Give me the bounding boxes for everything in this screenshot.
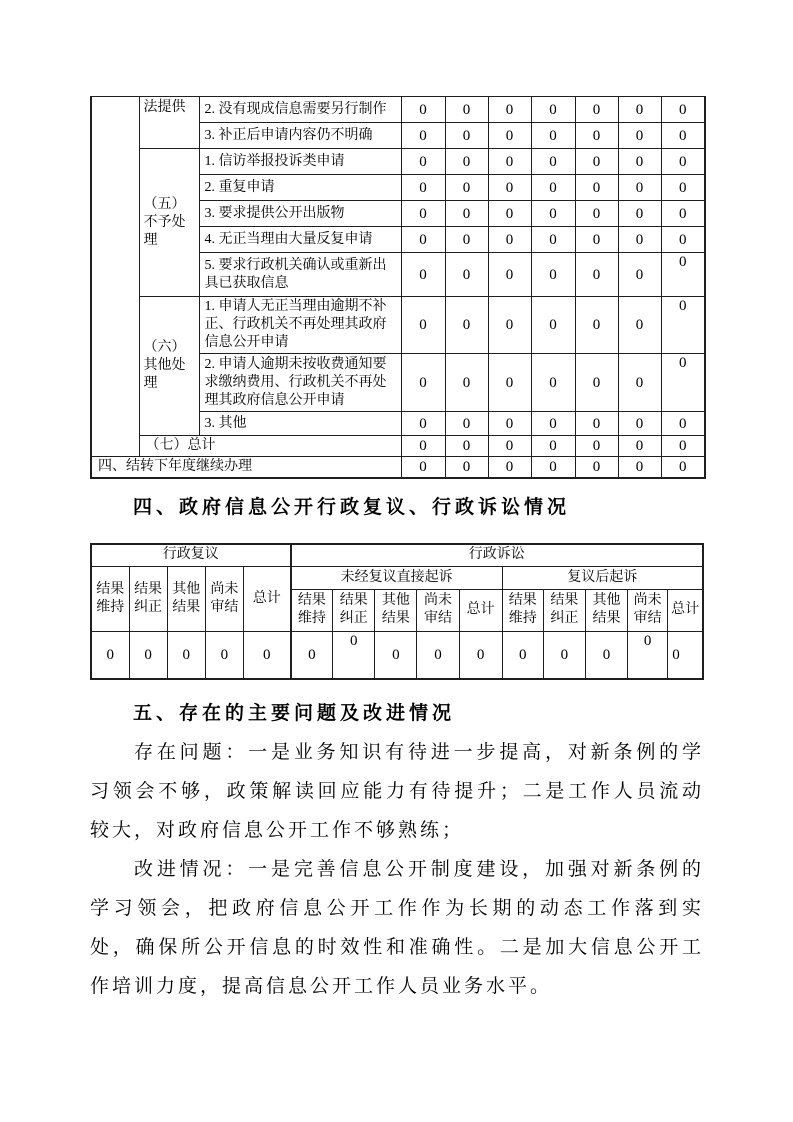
value-cell: 0 [575, 175, 618, 201]
direct-col-header: 总计 [459, 589, 502, 631]
value-cell: 0 [401, 123, 445, 149]
value-cell: 0 [488, 123, 531, 149]
value-cell: 0 [445, 227, 488, 253]
direct-col-header: 尚未审结 [417, 589, 459, 631]
value-cell: 0 [445, 297, 488, 354]
section4-heading: 四、政府信息公开行政复议、行政诉讼情况 [133, 497, 571, 518]
direct-col-header: 结果纠正 [333, 589, 375, 631]
item-cell: 4. 无正当理由大量反复申请 [199, 227, 401, 253]
value-cell: 0 [488, 149, 531, 175]
value-cell: 0 [488, 175, 531, 201]
value-cell: 0 [333, 631, 375, 679]
value-cell: 0 [488, 297, 531, 354]
value-cell: 0 [401, 354, 445, 412]
value-cell: 0 [401, 457, 445, 479]
review-col-header: 其他结果 [167, 566, 205, 631]
value-cell: 0 [575, 354, 618, 412]
value-cell: 0 [445, 354, 488, 412]
application-processing-table [90, 96, 706, 479]
value-cell: 0 [531, 354, 575, 412]
value-cell: 0 [531, 123, 575, 149]
value-cell: 0 [531, 297, 575, 354]
value-cell: 0 [575, 227, 618, 253]
section5-body [90, 733, 704, 1006]
item-cell: 3. 其他 [199, 412, 401, 436]
review-group-header: 行政复议 [91, 544, 291, 566]
value-cell: 0 [531, 175, 575, 201]
value-cell: 0 [205, 631, 243, 679]
review-col-header: 总计 [243, 566, 290, 631]
review-col-header: 结果维持 [91, 566, 129, 631]
item-cell: 3. 补正后申请内容仍不明确 [199, 123, 401, 149]
value-cell: 0 [401, 227, 445, 253]
value-cell: 0 [401, 97, 445, 123]
value-cell: 0 [401, 201, 445, 227]
value-cell: 0 [618, 457, 661, 479]
after-col-header: 尚未审结 [628, 589, 668, 631]
value-cell: 0 [618, 412, 661, 436]
value-cell: 0 [543, 631, 585, 679]
page-content [90, 96, 704, 1006]
value-cell: 0 [531, 412, 575, 436]
value-cell: 0 [445, 97, 488, 123]
value-cell: 0 [243, 631, 290, 679]
value-cell: 0 [531, 457, 575, 479]
item-cell: 1. 申请人无正当理由逾期不补正、行政机关不再处理其政府信息公开申请 [199, 297, 401, 354]
litigation-group-header: 行政诉讼 [291, 544, 703, 566]
value-cell: 0 [445, 436, 488, 457]
improvements-paragraph: 改进情况：一是完善信息公开制度建设，加强对新条例的学习领会，把政府信息公开工作作为长期的动态工作落到实处，确保所公开信息的时效性和准确性。二是加大信息公开工作培训力度，提高信息公开工作人员业务水平。 [90, 859, 704, 997]
value-cell: 0 [488, 436, 531, 457]
value-cell: 0 [575, 436, 618, 457]
value-cell: 0 [628, 631, 668, 679]
item-cell: 2. 没有现成信息需要另行制作 [199, 97, 401, 123]
value-cell: 0 [575, 149, 618, 175]
value-cell: 0 [401, 149, 445, 175]
review-litigation-table [90, 543, 704, 680]
value-cell: 0 [531, 253, 575, 297]
value-cell: 0 [445, 253, 488, 297]
value-cell: 0 [488, 412, 531, 436]
value-cell: 0 [129, 631, 167, 679]
item-cell: 5. 要求行政机关确认或重新出具已获取信息 [199, 253, 401, 297]
value-cell: 0 [531, 201, 575, 227]
value-cell: 0 [661, 175, 705, 201]
value-cell: 0 [445, 457, 488, 479]
after-col-header: 总计 [668, 589, 703, 631]
value-cell: 0 [488, 201, 531, 227]
value-cell: 0 [167, 631, 205, 679]
value-cell: 0 [661, 436, 705, 457]
value-cell: 0 [661, 297, 705, 354]
value-cell: 0 [488, 97, 531, 123]
value-cell: 0 [618, 227, 661, 253]
value-cell: 0 [618, 436, 661, 457]
value-cell: 0 [575, 412, 618, 436]
value-cell: 0 [661, 201, 705, 227]
value-cell: 0 [445, 201, 488, 227]
problems-paragraph: 存在问题：一是业务知识有待进一步提高，对新条例的学习领会不够，政策解读回应能力有待提升；二是工作人员流动较大，对政府信息公开工作不够熟练； [90, 742, 704, 841]
value-cell: 0 [661, 253, 705, 297]
value-cell: 0 [91, 631, 129, 679]
value-cell: 0 [445, 175, 488, 201]
direct-col-header: 结果维持 [291, 589, 333, 631]
value-cell: 0 [531, 436, 575, 457]
item-cell: 2. 重复申请 [199, 175, 401, 201]
value-cell: 0 [585, 631, 627, 679]
value-cell: 0 [502, 631, 543, 679]
after-col-header: 其他结果 [585, 589, 627, 631]
item-cell: 2. 申请人逾期未按收费通知要求缴纳费用、行政机关不再处理其政府信息公开申请 [199, 354, 401, 412]
category-cell: （六）其他处理 [139, 297, 199, 436]
after-col-header: 结果维持 [502, 589, 543, 631]
value-cell: 0 [618, 253, 661, 297]
value-cell: 0 [531, 149, 575, 175]
value-cell: 0 [575, 297, 618, 354]
value-cell: 0 [401, 253, 445, 297]
item-cell: 1. 信访举报投诉类申请 [199, 149, 401, 175]
value-cell: 0 [618, 297, 661, 354]
value-cell: 0 [618, 201, 661, 227]
value-cell: 0 [488, 457, 531, 479]
value-cell: 0 [575, 97, 618, 123]
value-cell: 0 [488, 253, 531, 297]
value-cell: 0 [401, 175, 445, 201]
value-cell: 0 [401, 297, 445, 354]
value-cell: 0 [661, 457, 705, 479]
value-cell: 0 [618, 97, 661, 123]
value-cell: 0 [575, 201, 618, 227]
direct-suit-subgroup-header: 未经复议直接起诉 [291, 566, 503, 589]
value-cell: 0 [531, 227, 575, 253]
review-col-header: 尚未审结 [205, 566, 243, 631]
value-cell: 0 [488, 354, 531, 412]
value-cell: 0 [417, 631, 459, 679]
value-cell: 0 [618, 123, 661, 149]
value-cell: 0 [445, 123, 488, 149]
value-cell: 0 [575, 123, 618, 149]
value-cell: 0 [661, 123, 705, 149]
value-cell: 0 [575, 253, 618, 297]
value-cell: 0 [401, 436, 445, 457]
value-cell: 0 [575, 457, 618, 479]
value-cell: 0 [661, 97, 705, 123]
value-cell: 0 [661, 354, 705, 412]
value-cell: 0 [445, 412, 488, 436]
review-col-header: 结果纠正 [129, 566, 167, 631]
value-cell: 0 [459, 631, 502, 679]
value-cell: 0 [401, 412, 445, 436]
value-cell: 0 [618, 149, 661, 175]
after-col-header: 结果纠正 [543, 589, 585, 631]
carryover-row-label: 四、结转下年度继续办理 [91, 457, 401, 479]
value-cell: 0 [661, 149, 705, 175]
value-cell: 0 [618, 175, 661, 201]
after-review-suit-subgroup-header: 复议后起诉 [502, 566, 703, 589]
value-cell: 0 [291, 631, 333, 679]
value-cell: 0 [661, 412, 705, 436]
total-row-label: （七）总计 [139, 436, 401, 457]
value-cell: 0 [375, 631, 417, 679]
direct-col-header: 其他结果 [375, 589, 417, 631]
value-cell: 0 [488, 227, 531, 253]
value-cell: 0 [618, 354, 661, 412]
value-cell: 0 [531, 97, 575, 123]
section5-heading: 五、存在的主要问题及改进情况 [133, 703, 456, 724]
value-cell: 0 [661, 227, 705, 253]
continued-merged-cell [91, 97, 139, 457]
value-cell: 0 [445, 149, 488, 175]
item-cell: 3. 要求提供公开出版物 [199, 201, 401, 227]
category-cell: 法提供 [139, 97, 199, 149]
category-cell: （五）不予处理 [139, 149, 199, 297]
value-cell: 0 [668, 631, 703, 679]
